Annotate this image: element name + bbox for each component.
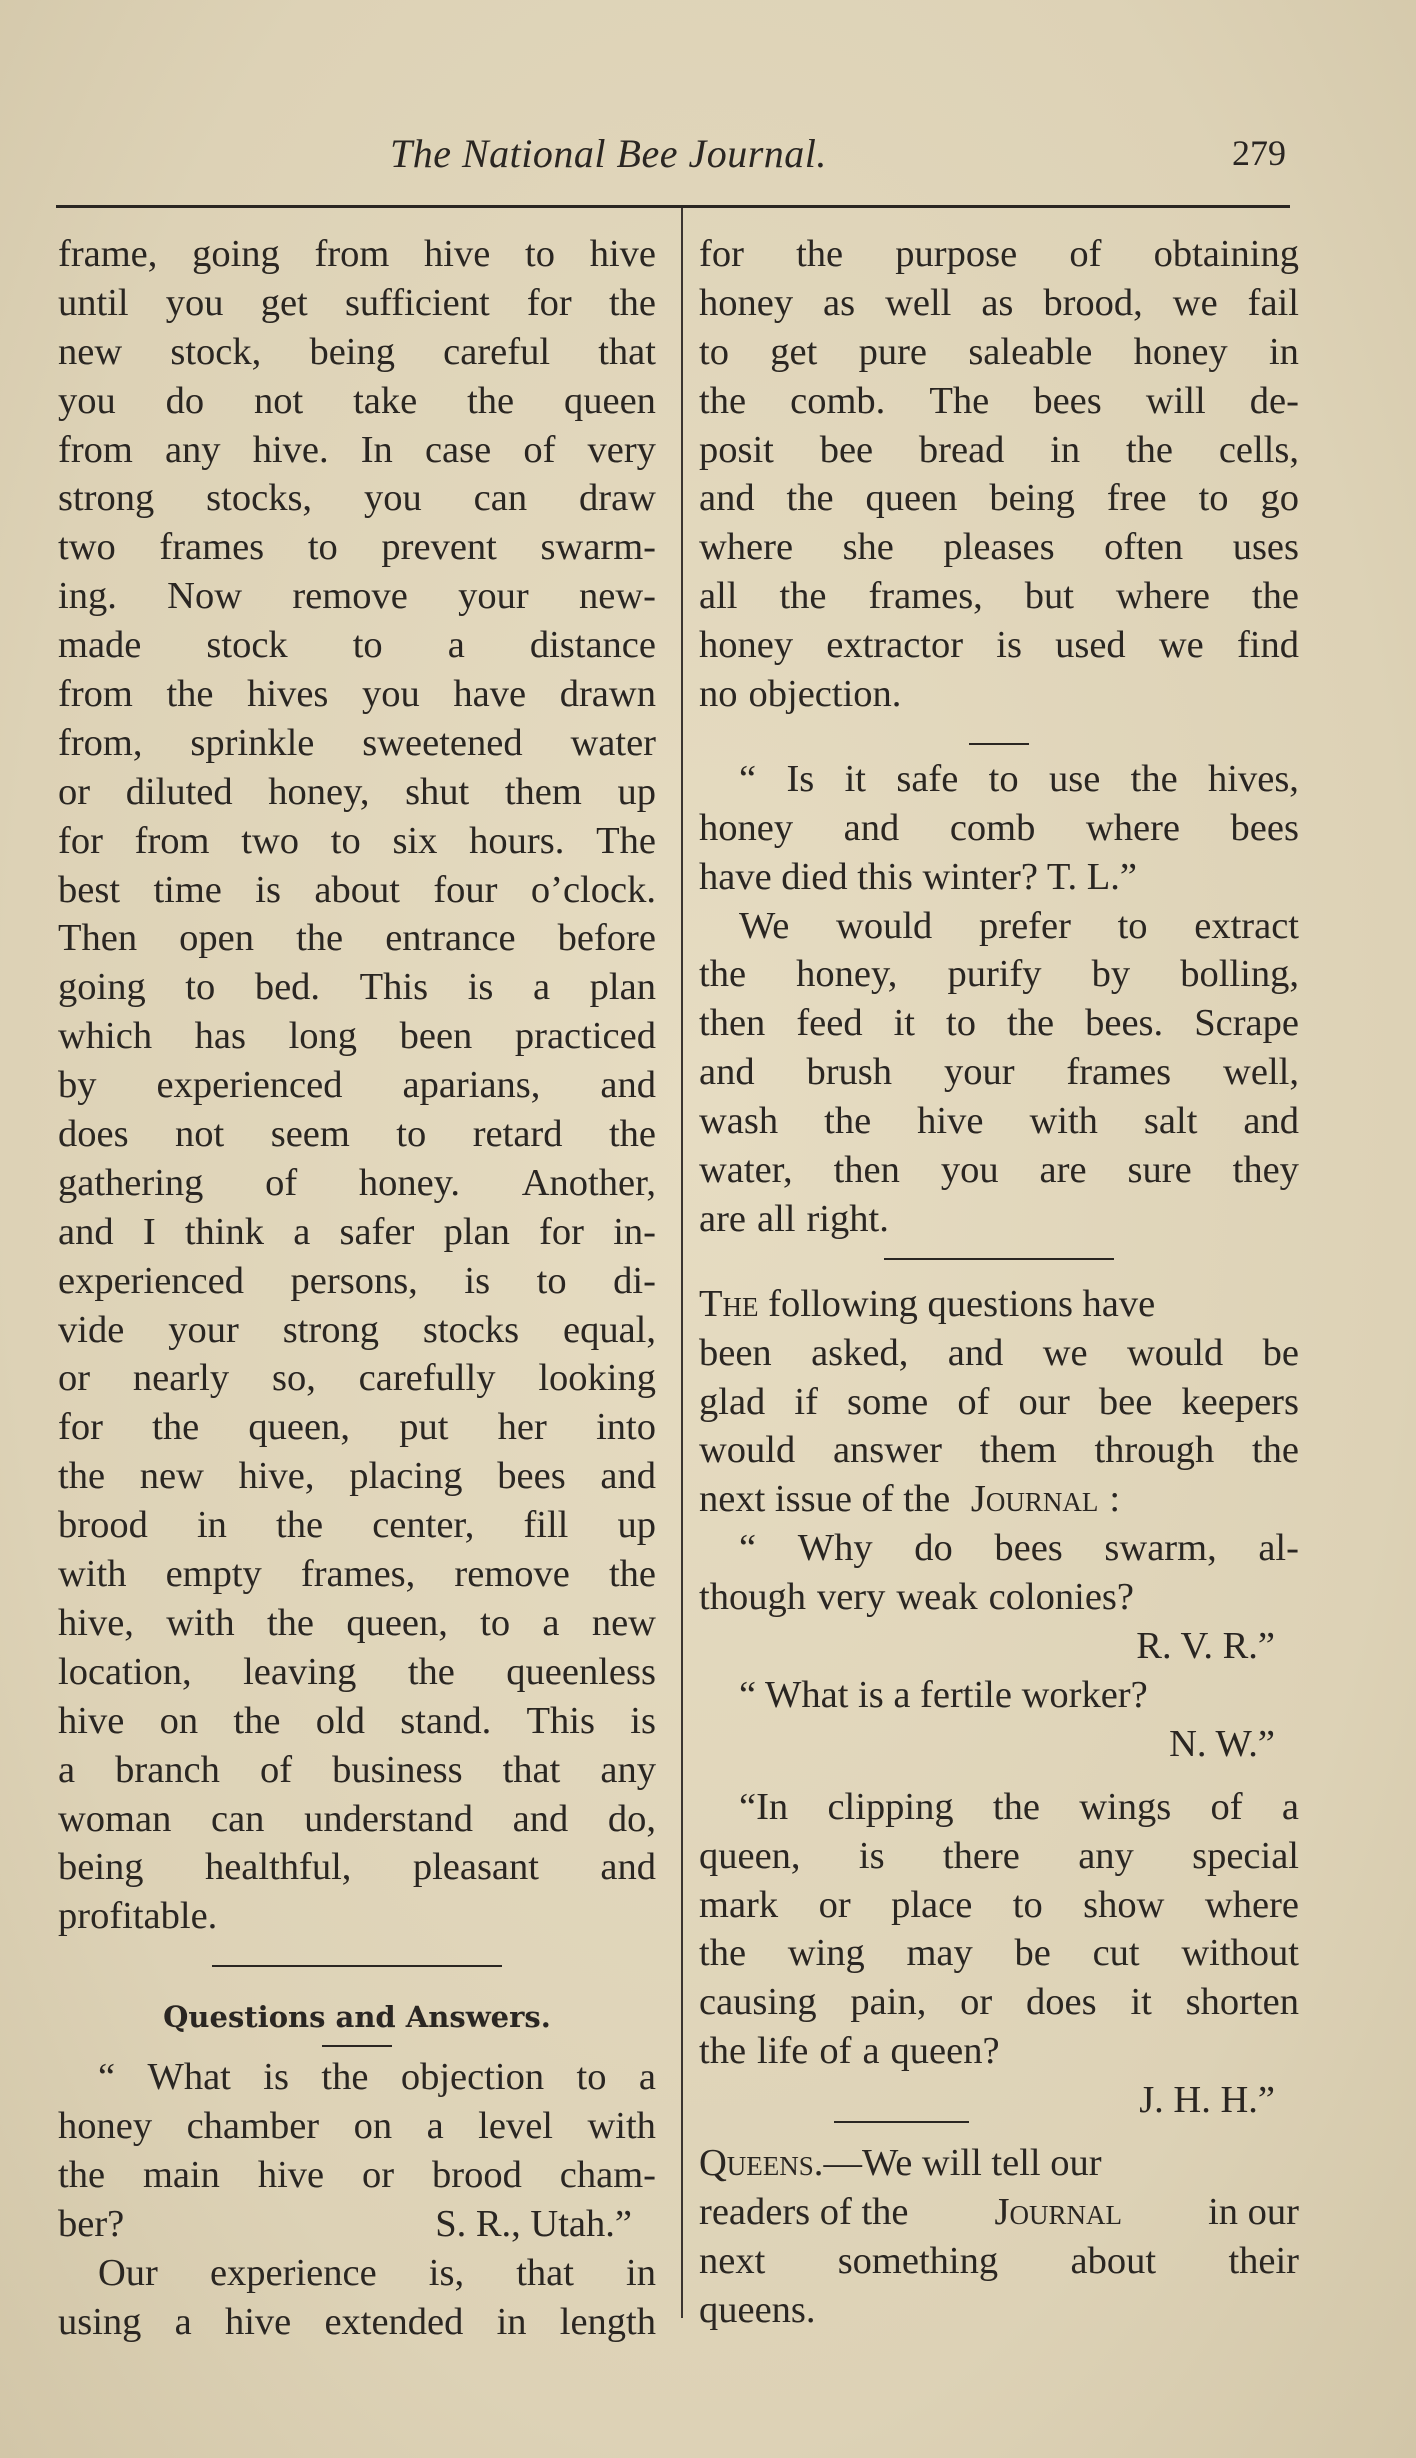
text-line: “ Why do bees swarm, al- [739, 1527, 1299, 1570]
text-line: frame, going from hive to hive [58, 233, 656, 275]
text-line: been asked, and we would be [699, 1331, 1299, 1374]
text-line: two frames to prevent swarm- [58, 526, 656, 569]
text-line: vide your strong stocks equal, [58, 1308, 656, 1351]
text-line: the main hive or brood cham- [58, 2153, 656, 2196]
text-line: with empty frames, remove the [58, 1553, 656, 1596]
queens-notice [699, 2237, 1299, 2335]
text-line: gathering of honey. Another, [58, 1161, 656, 1204]
text-line: new stock, being careful that [58, 330, 656, 373]
text-line: queen, is there any special [699, 1834, 1299, 1877]
text-line: the comb. The bees will de- [699, 379, 1299, 422]
text-line: a branch of business that any [58, 1748, 656, 1791]
right-column [699, 230, 1299, 2335]
text-line: We would prefer to extract [739, 904, 1299, 947]
text-line: for the purpose of obtaining [699, 233, 1299, 275]
signature-rule [834, 2121, 969, 2123]
text-line: posit bee bread in the cells, [699, 428, 1299, 471]
notice-lead: The [699, 1282, 759, 1325]
signature: S. R., Utah.” [435, 2202, 632, 2245]
text-line: the honey, purify by bolling, [699, 953, 1299, 996]
text-line: and brush your frames well, [699, 1051, 1299, 1094]
text-line: Queens. —We will tell our [699, 2139, 1299, 2188]
running-title: The National Bee Journal. [390, 131, 827, 176]
text-line: where she pleases often uses [699, 526, 1299, 569]
text-line: from the hives you have drawn [58, 673, 656, 716]
queens-label: Queens. [699, 2141, 824, 2184]
text-line: have died this winter? T. L.” [699, 855, 1137, 898]
text-line: location, leaving the queenless [58, 1650, 656, 1693]
signature: R. V. R.” [1136, 1625, 1275, 1668]
text-line: hive, with the queen, to a new [58, 1601, 656, 1644]
question-swarm [699, 1524, 1299, 1622]
text-line: or diluted honey, shut them up [58, 770, 656, 813]
text-line: to get pure saleable honey in [699, 330, 1299, 373]
page-number: 279 [1232, 133, 1286, 173]
text-line: from any hive. In case of very [58, 428, 656, 471]
text-line: then feed it to the bees. Scrape [699, 1002, 1299, 1045]
text-line: ber? S. R., Utah.” [58, 2200, 656, 2249]
text-line: Our experience is, that in [98, 2251, 656, 2294]
text-line: or nearly so, carefully looking [58, 1357, 656, 1400]
question-fertile-worker: “ What is a fertile worker? [739, 1673, 1148, 1716]
header-rule [56, 205, 1290, 208]
column-divider [681, 208, 683, 2318]
left-column [58, 230, 656, 2347]
text-line: next something about their [699, 2239, 1299, 2282]
text-line: honey as well as brood, we fail [699, 281, 1299, 324]
text-line: ing. Now remove your new- [58, 575, 656, 618]
text-line: until you get sufficient for the [58, 281, 656, 324]
running-header [0, 120, 1416, 190]
text-line: mark or place to show where [699, 1883, 1299, 1926]
text-line: causing pain, or does it shorten [699, 1981, 1299, 2024]
text-line: for from two to six hours. The [58, 819, 656, 862]
text-line: profitable. [58, 1895, 218, 1938]
text-line: readers of the Journal in our [699, 2190, 1299, 2233]
paragraph-hive-division [58, 230, 656, 1941]
text-line: woman can understand and do, [58, 1797, 656, 1840]
text-line: are all right. [699, 1197, 889, 1240]
text-line: for the queen, put her into [58, 1406, 656, 1449]
text-line: the wing may be cut without [699, 1932, 1299, 1975]
text-line: queens. [699, 2288, 816, 2331]
answer-honey-chamber-continued [699, 230, 1299, 719]
text-line: the new hive, placing bees and [58, 1455, 656, 1498]
answer-dead-bees [699, 902, 1299, 1244]
text-line: from, sprinkle sweetened water [58, 721, 656, 764]
text-line: by experienced aparians, and [58, 1064, 656, 1107]
text-line: though very weak colonies? [699, 1576, 1134, 1619]
text-line: glad if some of our bee keepers [699, 1380, 1299, 1423]
text-line: brood in the center, fill up [58, 1504, 656, 1547]
signature: N. W.” [1169, 1722, 1275, 1765]
text-line: next issue of the Journal : [699, 1478, 1121, 1521]
question-honey-chamber [58, 2053, 656, 2200]
text-line: “ Is it safe to use the hives, [739, 757, 1299, 800]
answer-honey-chamber [58, 2249, 656, 2347]
text-line: using a hive extended in length [58, 2300, 656, 2343]
text-line: experienced persons, is to di- [58, 1259, 656, 1302]
question-dead-bees [699, 755, 1299, 853]
text-line: honey chamber on a level with [58, 2105, 656, 2148]
text-line: water, then you are sure they [699, 1149, 1299, 1192]
text-line: hive on the old stand. This is [58, 1699, 656, 1742]
text-line: does not seem to retard the [58, 1113, 656, 1156]
text-line: which has long been practiced [58, 1015, 656, 1058]
text-line: the life of a queen? [699, 2030, 1000, 2073]
text-line: being healthful, pleasant and [58, 1846, 656, 1889]
heading-rule [322, 2045, 392, 2047]
text-line: you do not take the queen [58, 379, 656, 422]
text-line: no objection. [699, 673, 902, 716]
notice-questions [699, 1329, 1299, 1476]
text-line: and the queen being free to go [699, 477, 1299, 520]
section-heading: Questions and Answers. [163, 2000, 551, 2035]
text-line: honey extractor is used we find [699, 624, 1299, 667]
text-line: best time is about four o’clock. [58, 868, 656, 911]
question-clipping-wings [699, 1783, 1299, 2076]
text-line: strong stocks, you can draw [58, 477, 656, 520]
text-line: all the frames, but where the [699, 575, 1299, 618]
text-line: wash the hive with salt and [699, 1100, 1299, 1143]
text-line: The following questions have [699, 1282, 1156, 1325]
text-line: “In clipping the wings of a [739, 1785, 1299, 1828]
text-line: “ What is the objection to a [98, 2056, 656, 2099]
text-line: honey and comb where bees [699, 806, 1299, 849]
text-line: made stock to a distance [58, 624, 656, 667]
text-line: Then open the entrance before [58, 917, 656, 960]
text-line: going to bed. This is a plan [58, 966, 656, 1009]
text-line: and I think a safer plan for in- [58, 1210, 656, 1253]
signature: J. H. H.” [699, 2076, 1299, 2125]
text-line: would answer them through the [699, 1429, 1299, 1472]
